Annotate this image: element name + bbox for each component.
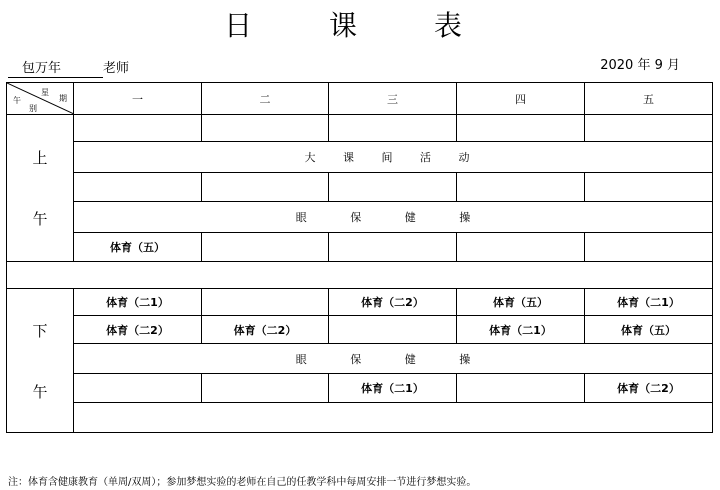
table-cell: 体育（五） [457,289,585,316]
corner-label-d: 别 [29,104,37,113]
day-header: 五 [585,83,713,115]
table-cell: 体育（五） [585,316,713,344]
day-header: 四 [457,83,585,115]
table-cell [74,115,202,142]
table-cell [457,115,585,142]
morning-row-4 [7,202,713,233]
corner-cell [7,83,74,115]
table-cell: 体育（二2） [329,289,457,316]
table-cell [329,233,457,262]
noon-break-cell [7,262,713,289]
corner-label-c: 午 [13,96,21,105]
afternoon-row-1 [7,289,713,316]
table-cell [329,115,457,142]
afternoon-label-2: 午 [32,382,48,401]
morning-row-3 [7,173,713,202]
table-cell: 体育（二1） [329,374,457,403]
table-cell [74,403,713,433]
afternoon-label-cell [7,289,74,433]
teacher-name: 包万年 [8,61,103,78]
table-cell [457,173,585,202]
table-cell: 体育（二2） [585,374,713,403]
afternoon-row-3 [7,344,713,374]
noon-break-row [7,262,713,289]
morning-label-1: 上 [32,149,48,167]
teacher-suffix: 老师 [103,61,130,76]
header-row [7,83,713,115]
table-cell [74,374,202,403]
table-cell [585,173,713,202]
teacher-line [8,57,129,78]
table-cell: 体育（二1） [585,289,713,316]
table-cell: 体育（二2） [202,316,329,344]
afternoon-label-1: 下 [32,321,48,340]
table-cell [202,173,329,202]
morning-row-5 [7,233,713,262]
day-header: 一 [74,83,202,115]
morning-row-1 [7,115,713,142]
footnote: 注：体育含健康教育（单周/双周）；参加梦想实验的老师在自己的任教学科中每周安排一节进行梦想实验。 [8,477,477,488]
table-cell: 体育（二1） [457,316,585,344]
morning-row-2 [7,142,713,173]
afternoon-row-5 [7,403,713,433]
break-activity-banner: 大 课 间 活 动 [74,142,713,173]
table-cell [74,173,202,202]
day-header: 二 [202,83,329,115]
corner-label-a: 星 [41,88,49,97]
table-cell [202,115,329,142]
table-cell [202,233,329,262]
eye-exercise-banner: 眼 保 健 操 [74,344,713,374]
table-cell [202,374,329,403]
eye-exercise-banner: 眼 保 健 操 [74,202,713,233]
corner-label-b: 期 [59,94,67,103]
table-cell [457,374,585,403]
schedule-table [6,82,713,433]
table-cell: 体育（二1） [74,289,202,316]
table-cell [585,115,713,142]
afternoon-row-2 [7,316,713,344]
table-cell: 体育（二2） [74,316,202,344]
page-title: 日 课 表 [224,9,496,42]
table-cell [457,233,585,262]
table-cell [202,289,329,316]
table-cell: 体育（五） [74,233,202,262]
morning-label-2: 午 [32,210,48,228]
table-cell [329,173,457,202]
morning-label-cell [7,115,74,262]
date-label: 2020 年 9 月 [600,58,680,73]
table-cell [585,233,713,262]
table-cell [329,316,457,344]
afternoon-row-4 [7,374,713,403]
day-header: 三 [329,83,457,115]
